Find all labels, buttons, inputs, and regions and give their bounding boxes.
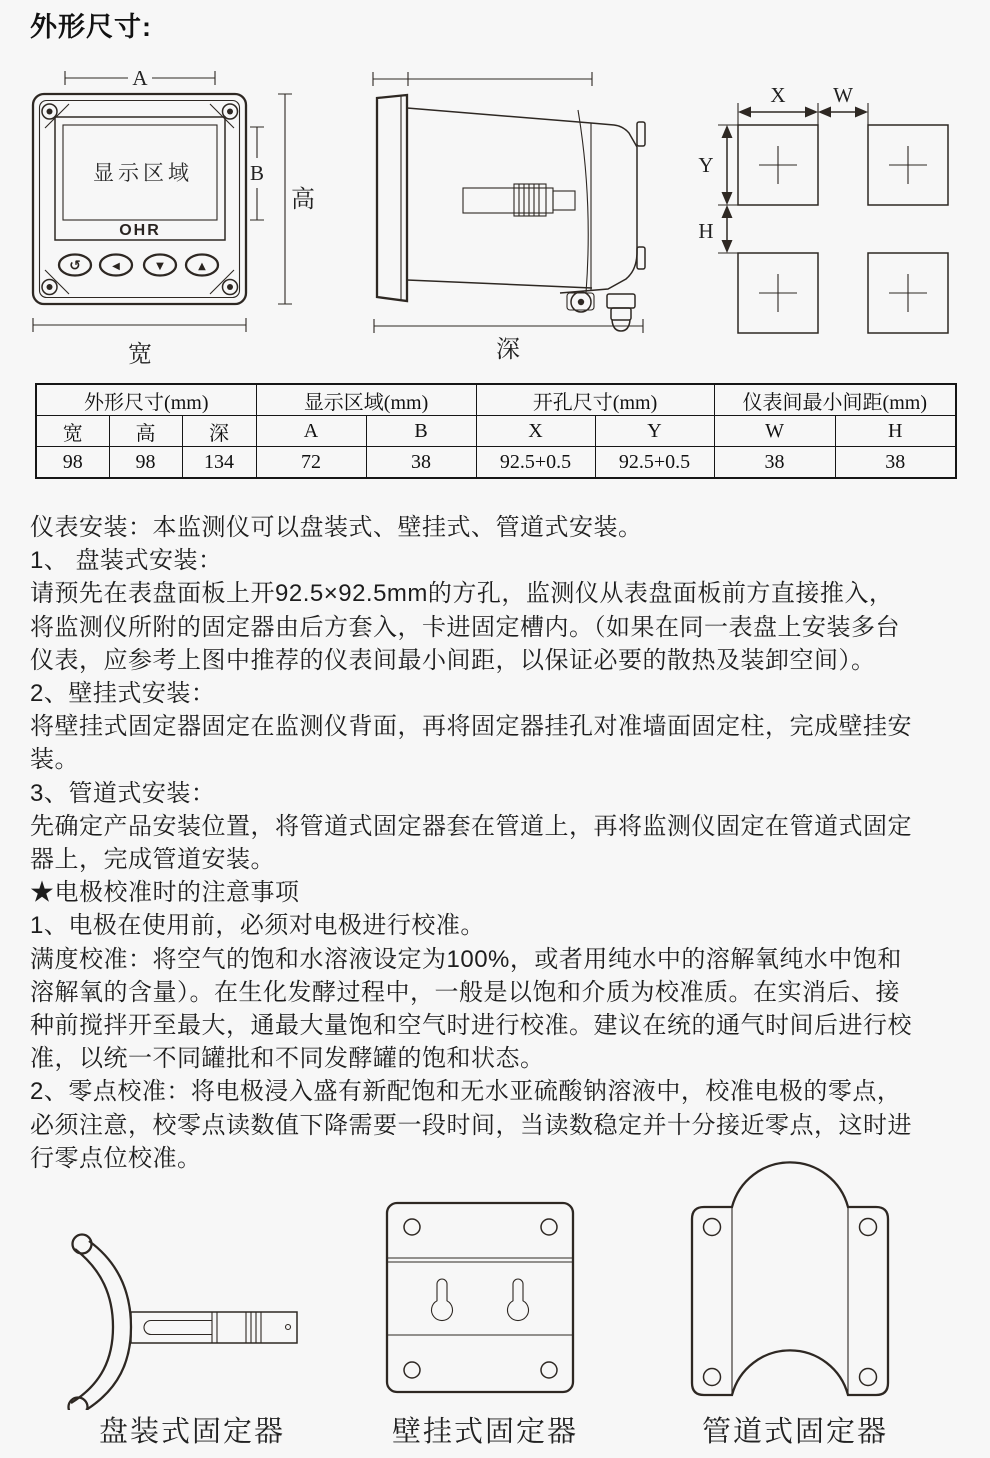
front-buttons (59, 255, 218, 276)
left-button-icon: ◀ (112, 261, 120, 272)
value-cell: 98 (36, 447, 109, 479)
col-header: W (714, 416, 835, 447)
value-cell: 134 (182, 447, 256, 479)
dim-line-width (33, 318, 246, 368)
text-line: 2、壁挂式安装： (30, 680, 216, 708)
col-header: H (835, 416, 956, 447)
side-view-drawing (373, 72, 645, 363)
text-line: 3、管道式安装： (30, 779, 216, 807)
value-cell: 72 (256, 447, 366, 479)
dimension-spec-table (35, 383, 957, 479)
crosshair-icon (759, 146, 927, 312)
text-line: 准，以统一不同罐批和不同发酵罐的饱和状态。 (30, 1045, 545, 1073)
col-header: X (476, 416, 595, 447)
mounting-clip-icon (637, 247, 645, 269)
dim-line-depth (374, 319, 643, 363)
col-header: Y (595, 416, 714, 447)
display-area-label: 显示区域 (93, 161, 193, 185)
group-outline: 外形尺寸(mm) (36, 384, 256, 416)
text-line: 先确定产品安装位置，将管道式固定器套在管道上，再将监测仪固定在管道式固定 (30, 812, 912, 840)
text-line: 1、 盘装式安装： (30, 547, 223, 575)
panel-mount-caption: 盘装式固定器 (98, 1416, 285, 1448)
svg-text:A: A (132, 66, 148, 90)
mounting-clip-icon (637, 122, 645, 146)
svg-text:H: H (698, 219, 714, 243)
col-header: B (366, 416, 476, 447)
dimension-drawings (0, 55, 990, 380)
text-line: 2、零点校准：将电极浸入盛有新配饱和无水亚硫酸钠溶液中，校准电极的零点， (30, 1078, 902, 1106)
keyhole-slot-icon (508, 1279, 529, 1321)
dim-line-b (250, 127, 264, 220)
dim-line-h (698, 205, 732, 253)
cable-gland-icon (567, 292, 635, 331)
dim-line-x (738, 83, 818, 118)
text-line: 将壁挂式固定器固定在监测仪背面，再将固定器挂孔对准墙面固定柱，完成壁挂安 (30, 713, 912, 741)
value-cell: 38 (714, 447, 835, 479)
col-header: A (256, 416, 366, 447)
dim-line-top (373, 72, 592, 86)
wall-mount-fixture-drawing (387, 1203, 573, 1392)
text-line: 满度校准：将空气的饱和水溶液设定为100%，或者用纯水中的溶解氧纯水中饱和 (30, 945, 902, 973)
page-title: 外形尺寸: (30, 12, 152, 42)
dim-line-y (698, 125, 732, 205)
brand-logo: OHR (119, 222, 161, 239)
svg-text:高: 高 (291, 187, 315, 213)
dim-line-w (818, 83, 868, 118)
svg-text:W: W (833, 83, 853, 107)
svg-text:B: B (249, 161, 265, 185)
table-group-header-row (36, 384, 956, 416)
svg-text:深: 深 (496, 337, 520, 363)
svg-text:宽: 宽 (128, 342, 152, 368)
text-line: 仪表安装：本监测仪可以盘装式、壁挂式、管道式安装。 (30, 514, 643, 541)
panel-mount-fixture-drawing (69, 1235, 298, 1411)
probe-connector-icon (463, 184, 575, 216)
value-cell: 98 (109, 447, 182, 479)
fixture-drawings (0, 1150, 990, 1410)
text-line: 行零点位校准。 (30, 1144, 202, 1172)
group-display: 显示区域(mm) (256, 384, 476, 416)
text-line: 将监测仪所附的固定器由后方套入，卡进固定槽内。（如果在同一表盘上安装多台 (30, 613, 900, 641)
pipe-mount-caption: 管道式固定器 (701, 1416, 888, 1448)
text-line: 仪表，应参考上图中推荐的仪表间最小间距，以保证必要的散热及装卸空间）。 (30, 646, 876, 674)
value-cell: 92.5+0.5 (476, 447, 595, 479)
text-line: 器上，完成管道安装。 (30, 846, 275, 874)
return-button-icon: ↺ (69, 258, 81, 274)
text-line: 请预先在表盘面板上开92.5×92.5mm的方孔，监测仪从表盘面板前方直接推入， (30, 580, 894, 608)
cutout-pattern-drawing (698, 83, 948, 333)
col-header: 高 (109, 416, 182, 447)
dim-line-height (278, 94, 315, 304)
svg-text:Y: Y (698, 153, 714, 177)
front-view-drawing (33, 66, 315, 368)
text-line: 种前搅拌开至最大，通最大量饱和空气时进行校准。建议在统的通气时间后进行校 (30, 1012, 912, 1040)
col-header: 宽 (36, 416, 109, 447)
dim-line-a (65, 66, 215, 90)
text-line: 必须注意，校零点读数值下降需要一段时间，当读数稳定并十分接近零点，这时进 (30, 1111, 912, 1139)
group-cutout: 开孔尺寸(mm) (476, 384, 714, 416)
down-button-icon: ▼ (156, 261, 164, 272)
svg-text:X: X (770, 83, 786, 107)
text-line: 溶解氧的含量）。在生化发酵过程中，一般是以饱和介质为校准质。在实消后、接 (30, 978, 900, 1006)
keyhole-slot-icon (432, 1279, 453, 1321)
text-line: 1、电极在使用前，必须对电极进行校准。 (30, 912, 485, 940)
value-cell: 38 (835, 447, 956, 479)
value-cell: 38 (366, 447, 476, 479)
value-cell: 92.5+0.5 (595, 447, 714, 479)
wall-mount-caption: 壁挂式固定器 (391, 1416, 578, 1448)
col-header: 深 (182, 416, 256, 447)
table-values-row (36, 447, 956, 479)
group-spacing: 仪表间最小间距(mm) (714, 384, 956, 416)
text-line: 装。 (30, 746, 79, 774)
pipe-mount-fixture-drawing (692, 1162, 888, 1395)
installation-instructions (30, 511, 970, 1175)
table-subheader-row (36, 416, 956, 447)
text-line: ★电极校准时的注意事项 (30, 879, 300, 907)
up-button-icon: ▲ (198, 261, 206, 272)
